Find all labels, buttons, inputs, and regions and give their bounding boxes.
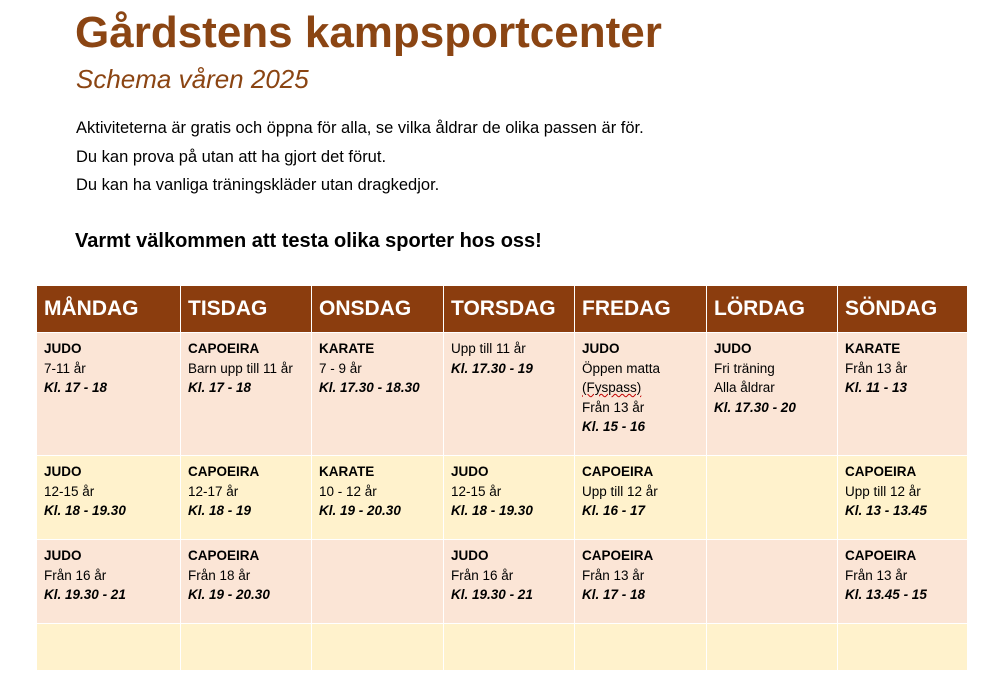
session-time — [845, 585, 960, 605]
schedule-cell — [575, 540, 707, 624]
time-value: 19.30 - 21 — [472, 587, 533, 602]
time-value: 17 - 18 — [603, 587, 646, 602]
schedule-cell — [37, 333, 181, 456]
schedule-cell — [838, 540, 968, 624]
day-header-wednesday: ONSDAG — [312, 286, 444, 333]
time-value: 13 - 13.45 — [866, 503, 927, 518]
time-value: 17 - 18 — [209, 380, 252, 395]
activity-name: KARATE — [319, 341, 375, 356]
schedule-cell — [312, 456, 444, 540]
session-time — [845, 378, 960, 398]
day-header-thursday: TORSDAG — [444, 286, 575, 333]
day-header-monday: MÅNDAG — [37, 286, 181, 333]
session-detail: Upp till 11 år — [451, 341, 526, 356]
activity-name: JUDO — [44, 548, 82, 563]
schedule-cell — [181, 624, 312, 671]
session-time — [44, 501, 173, 521]
time-prefix: Kl. — [582, 587, 600, 602]
day-header-sunday: SÖNDAG — [838, 286, 968, 333]
schedule-row — [37, 333, 968, 456]
time-prefix: Kl. — [44, 503, 62, 518]
session-detail: Från 13 år — [582, 567, 645, 583]
time-value: 19.30 - 21 — [65, 587, 126, 602]
activity-name: KARATE — [319, 464, 375, 479]
session-time — [188, 585, 304, 605]
time-prefix: Kl. — [44, 380, 62, 395]
session-detail: 12-15 år — [451, 483, 502, 499]
intro-line: Du kan prova på utan att ha gjort det förut. — [76, 147, 387, 166]
page-subtitle: Schema våren 2025 — [76, 64, 309, 94]
schedule-cell — [444, 456, 575, 540]
time-prefix: Kl. — [845, 503, 863, 518]
session-detail: Från 18 år — [188, 567, 251, 583]
session-time — [451, 359, 567, 379]
schedule-cell — [838, 333, 968, 456]
time-prefix: Kl. — [582, 419, 600, 434]
activity-name: CAPOEIRA — [188, 548, 260, 563]
schedule-cell — [312, 333, 444, 456]
time-prefix: Kl. — [451, 587, 469, 602]
schedule-cell — [707, 456, 838, 540]
day-header-tuesday: TISDAG — [181, 286, 312, 333]
time-prefix: Kl. — [845, 380, 863, 395]
session-detail: 7 - 9 år — [319, 360, 362, 376]
day-header-friday: FREDAG — [575, 286, 707, 333]
time-value: 18 - 19.30 — [65, 503, 126, 518]
session-detail: 12-15 år — [44, 483, 95, 499]
session-detail: Öppen matta — [582, 360, 661, 376]
activity-name: CAPOEIRA — [845, 548, 917, 563]
schedule-cell — [444, 624, 575, 671]
intro-text — [76, 114, 644, 200]
session-detail: Upp till 12 år — [582, 483, 658, 499]
time-value: 11 - 13 — [866, 380, 908, 395]
activity-name: KARATE — [845, 341, 901, 356]
page-title: Gårdstens kampsportcenter — [75, 8, 662, 57]
time-prefix: Kl. — [451, 360, 469, 376]
schedule-table — [36, 286, 968, 670]
time-value: 17 - 18 — [65, 380, 108, 395]
schedule-cell — [575, 624, 707, 671]
activity-name: JUDO — [451, 548, 489, 563]
time-value: 13.45 - 15 — [866, 587, 927, 602]
session-detail: Barn upp till 11 år — [188, 360, 293, 376]
time-prefix: Kl. — [845, 587, 863, 602]
time-value: 15 - 16 — [603, 419, 646, 434]
session-detail: (Fyspass) — [582, 380, 642, 395]
time-prefix: Kl. — [319, 503, 337, 518]
session-time — [582, 417, 699, 437]
session-detail: Från 16 år — [44, 567, 107, 583]
activity-name: JUDO — [714, 341, 752, 356]
time-prefix: Kl. — [451, 503, 469, 518]
session-time — [319, 501, 436, 521]
session-detail: 12-17 år — [188, 483, 239, 499]
activity-name: JUDO — [582, 341, 620, 356]
schedule-row — [37, 456, 968, 540]
schedule-cell — [444, 540, 575, 624]
activity-name: CAPOEIRA — [188, 341, 260, 356]
schedule-cell — [181, 456, 312, 540]
welcome-heading: Varmt välkommen att testa olika sporter hos oss! — [75, 230, 542, 252]
intro-line: Du kan ha vanliga träningskläder utan dragkedjor. — [76, 176, 440, 194]
time-value: 17.30 - 19 — [472, 360, 533, 376]
schedule-cell — [707, 624, 838, 671]
session-time — [845, 501, 960, 521]
schedule-cell — [575, 456, 707, 540]
activity-name: CAPOEIRA — [188, 464, 260, 479]
session-detail: Från 13 år — [845, 567, 908, 583]
session-time — [319, 378, 436, 398]
schedule-cell — [37, 456, 181, 540]
schedule-row — [37, 624, 968, 671]
time-prefix: Kl. — [188, 380, 206, 395]
time-prefix: Kl. — [188, 503, 206, 518]
schedule-cell — [37, 540, 181, 624]
session-detail: 10 - 12 år — [319, 483, 377, 499]
session-time — [451, 585, 567, 605]
schedule-cell — [181, 540, 312, 624]
time-value: 18 - 19 — [209, 503, 252, 518]
schedule-cell — [312, 540, 444, 624]
time-value: 19 - 20.30 — [209, 587, 270, 602]
session-detail: Från 16 år — [451, 567, 514, 583]
schedule-cell — [181, 333, 312, 456]
time-value: 18 - 19.30 — [472, 503, 533, 518]
session-time — [714, 398, 830, 418]
activity-name: JUDO — [44, 464, 82, 479]
schedule-cell — [707, 540, 838, 624]
activity-name: CAPOEIRA — [845, 464, 917, 479]
schedule-cell — [312, 624, 444, 671]
time-value: 16 - 17 — [603, 503, 646, 518]
session-detail: Upp till 12 år — [845, 483, 921, 499]
time-value: 17.30 - 18.30 — [340, 380, 420, 395]
activity-name: JUDO — [451, 464, 489, 479]
session-time — [451, 501, 567, 521]
day-header-saturday: LÖRDAG — [707, 286, 838, 333]
schedule-cell — [444, 333, 575, 456]
session-detail: 7-11 år — [44, 360, 86, 376]
session-time — [44, 585, 173, 605]
time-prefix: Kl. — [714, 399, 732, 415]
session-time — [44, 378, 173, 398]
schedule-cell — [575, 333, 707, 456]
time-prefix: Kl. — [188, 587, 206, 602]
session-detail: Alla åldrar — [714, 380, 775, 395]
session-detail: Fri träning — [714, 360, 775, 376]
session-time — [582, 585, 699, 605]
session-time — [582, 501, 699, 521]
schedule-cell — [838, 624, 968, 671]
schedule-header-row — [37, 286, 968, 333]
time-value: 19 - 20.30 — [340, 503, 401, 518]
time-value: 17.30 - 20 — [735, 399, 796, 415]
session-detail: Från 13 år — [845, 360, 908, 376]
time-prefix: Kl. — [44, 587, 62, 602]
schedule-cell — [838, 456, 968, 540]
activity-name: CAPOEIRA — [582, 464, 654, 479]
session-time — [188, 501, 304, 521]
time-prefix: Kl. — [582, 503, 600, 518]
intro-line: Aktiviteterna är gratis och öppna för alla, se vilka åldrar de olika passen är för. — [76, 119, 644, 137]
time-prefix: Kl. — [319, 380, 337, 395]
session-detail: Från 13 år — [582, 399, 645, 415]
schedule-row — [37, 540, 968, 624]
schedule-cell — [707, 333, 838, 456]
schedule-cell — [37, 624, 181, 671]
activity-name: JUDO — [44, 341, 82, 356]
session-time — [188, 378, 304, 398]
activity-name: CAPOEIRA — [582, 548, 654, 563]
